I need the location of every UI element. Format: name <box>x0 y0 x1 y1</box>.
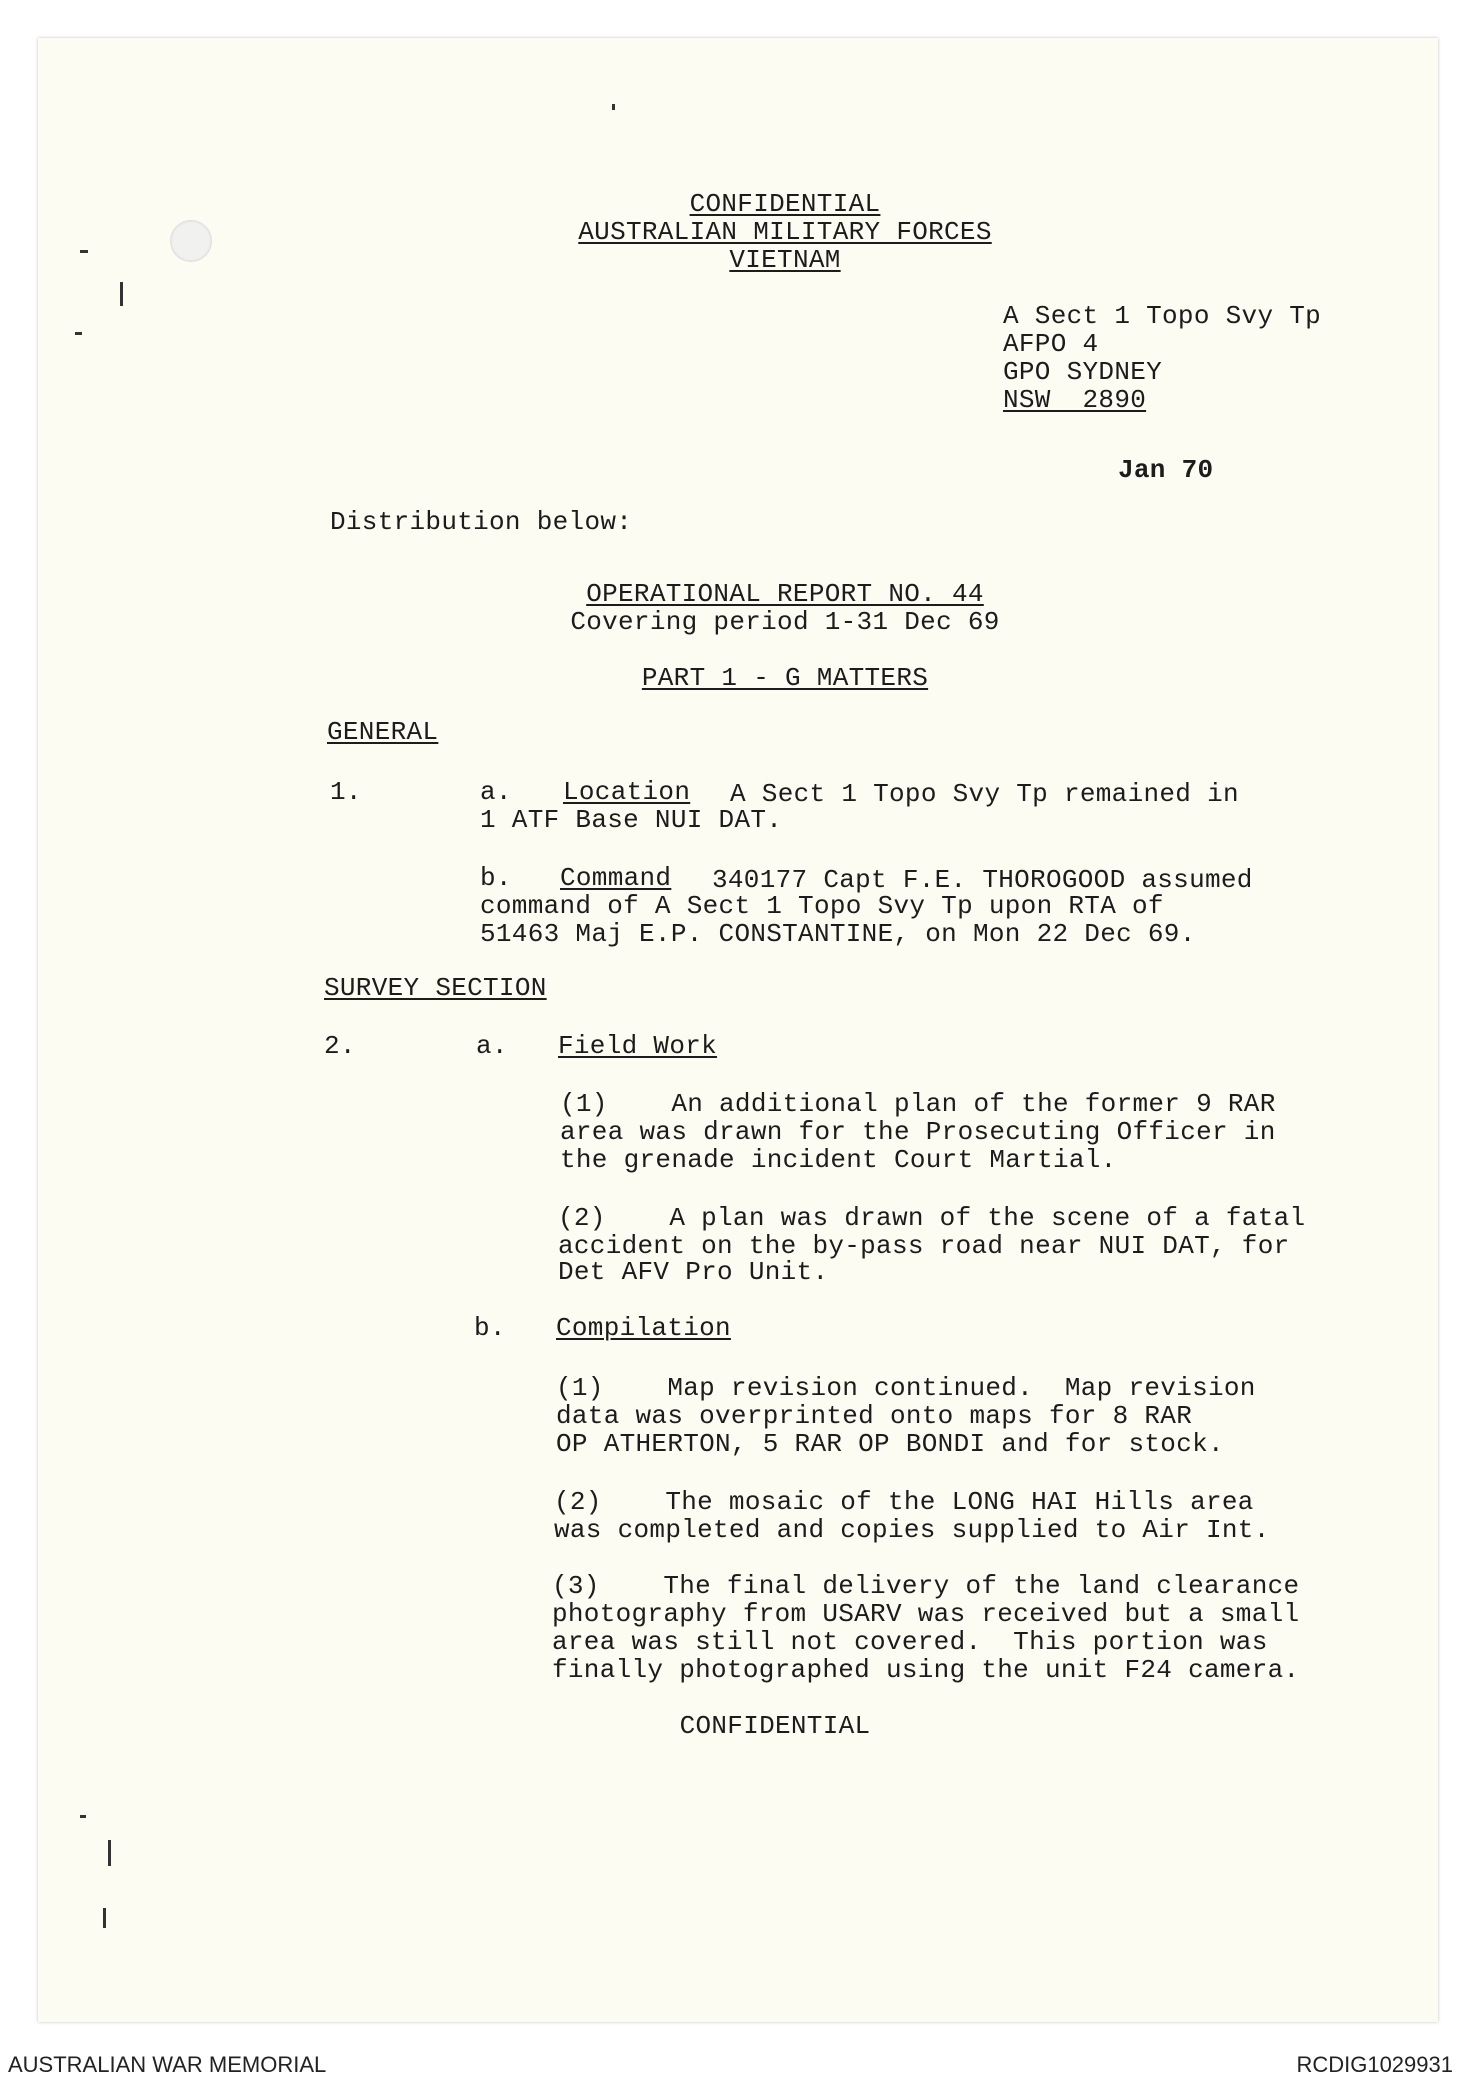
command-line-2: command of A Sect 1 Topo Svy Tp upon RTA of <box>480 891 1164 921</box>
margin-mark <box>120 282 123 306</box>
sub-letter: b. <box>474 1313 506 1343</box>
margin-mark <box>612 104 615 110</box>
margin-mark <box>80 1815 86 1818</box>
para-number: 1. <box>330 777 362 807</box>
address-line-3: GPO SYDNEY <box>1003 357 1163 387</box>
date: Jan 70 <box>1118 455 1214 485</box>
classification-bottom: CONFIDENTIAL <box>679 1711 871 1741</box>
para-number: 2. <box>324 1031 356 1061</box>
margin-mark <box>108 1840 111 1866</box>
classification-top: CONFIDENTIAL <box>689 189 881 219</box>
margin-mark <box>75 332 82 335</box>
report-period: Covering period 1-31 Dec 69 <box>570 607 1000 637</box>
sub-label-field-work: Field Work <box>558 1031 718 1061</box>
compilation-3-line-1: (3) The final delivery of the land clearance <box>552 1571 1300 1601</box>
section-heading-general: GENERAL <box>327 717 439 747</box>
archive-right: RCDIG1029931 <box>1296 2052 1453 2077</box>
compilation-3-line-2: photography from USARV was received but a small <box>552 1599 1300 1629</box>
punch-hole <box>170 220 212 262</box>
address-line-2: AFPO 4 <box>1003 329 1099 359</box>
compilation-2-line-2: was completed and copies supplied to Air Int. <box>554 1515 1270 1545</box>
location-line-2: 1 ATF Base NUI DAT. <box>480 805 783 835</box>
sub-letter: b. <box>480 863 512 893</box>
distribution: Distribution below: <box>330 507 633 537</box>
compilation-1-line-1: (1) Map revision continued. Map revision <box>556 1373 1256 1403</box>
field-work-1-line-2: area was drawn for the Prosecuting Officer in <box>560 1117 1276 1147</box>
margin-mark <box>103 1908 106 1928</box>
field-work-2-line-3: Det AFV Pro Unit. <box>558 1257 829 1287</box>
location-line-1: A Sect 1 Topo Svy Tp remained in <box>730 779 1239 809</box>
compilation-1-line-3: OP ATHERTON, 5 RAR OP BONDI and for stock. <box>556 1429 1224 1459</box>
compilation-3-line-3: area was still not covered. This portion was <box>552 1627 1268 1657</box>
sub-letter: a. <box>476 1031 508 1061</box>
section-heading-survey: SURVEY SECTION <box>324 973 547 1003</box>
country: VIETNAM <box>729 245 841 275</box>
margin-mark <box>80 250 88 253</box>
report-title: OPERATIONAL REPORT NO. 44 <box>586 579 984 609</box>
part-heading: PART 1 - G MATTERS <box>641 663 929 693</box>
org-name: AUSTRALIAN MILITARY FORCES <box>578 217 992 247</box>
compilation-2-line-1: (2) The mosaic of the LONG HAI Hills area <box>554 1487 1254 1517</box>
compilation-1-line-2: data was overprinted onto maps for 8 RAR <box>556 1401 1193 1431</box>
sub-label-command: Command <box>560 863 672 893</box>
field-work-1-line-3: the grenade incident Court Martial. <box>560 1145 1117 1175</box>
archive-left: AUSTRALIAN WAR MEMORIAL <box>8 2052 327 2077</box>
sub-letter: a. <box>480 777 512 807</box>
field-work-1-line-1: (1) An additional plan of the former 9 RAR <box>560 1089 1276 1119</box>
compilation-3-line-4: finally photographed using the unit F24 camera. <box>552 1655 1300 1685</box>
sub-label-location: Location <box>563 777 691 807</box>
address-line-1: A Sect 1 Topo Svy Tp <box>1003 301 1322 331</box>
address-line-4: NSW 2890 <box>1003 385 1147 415</box>
command-line-3: 51463 Maj E.P. CONSTANTINE, on Mon 22 Dec 69. <box>480 919 1196 949</box>
sub-label-compilation: Compilation <box>556 1313 731 1343</box>
field-work-2-line-1: (2) A plan was drawn of the scene of a fatal <box>558 1203 1306 1233</box>
field-work-2-line-2: accident on the by-pass road near NUI DAT, for <box>558 1231 1290 1261</box>
command-line-1: 340177 Capt F.E. THOROGOOD assumed <box>712 865 1253 895</box>
